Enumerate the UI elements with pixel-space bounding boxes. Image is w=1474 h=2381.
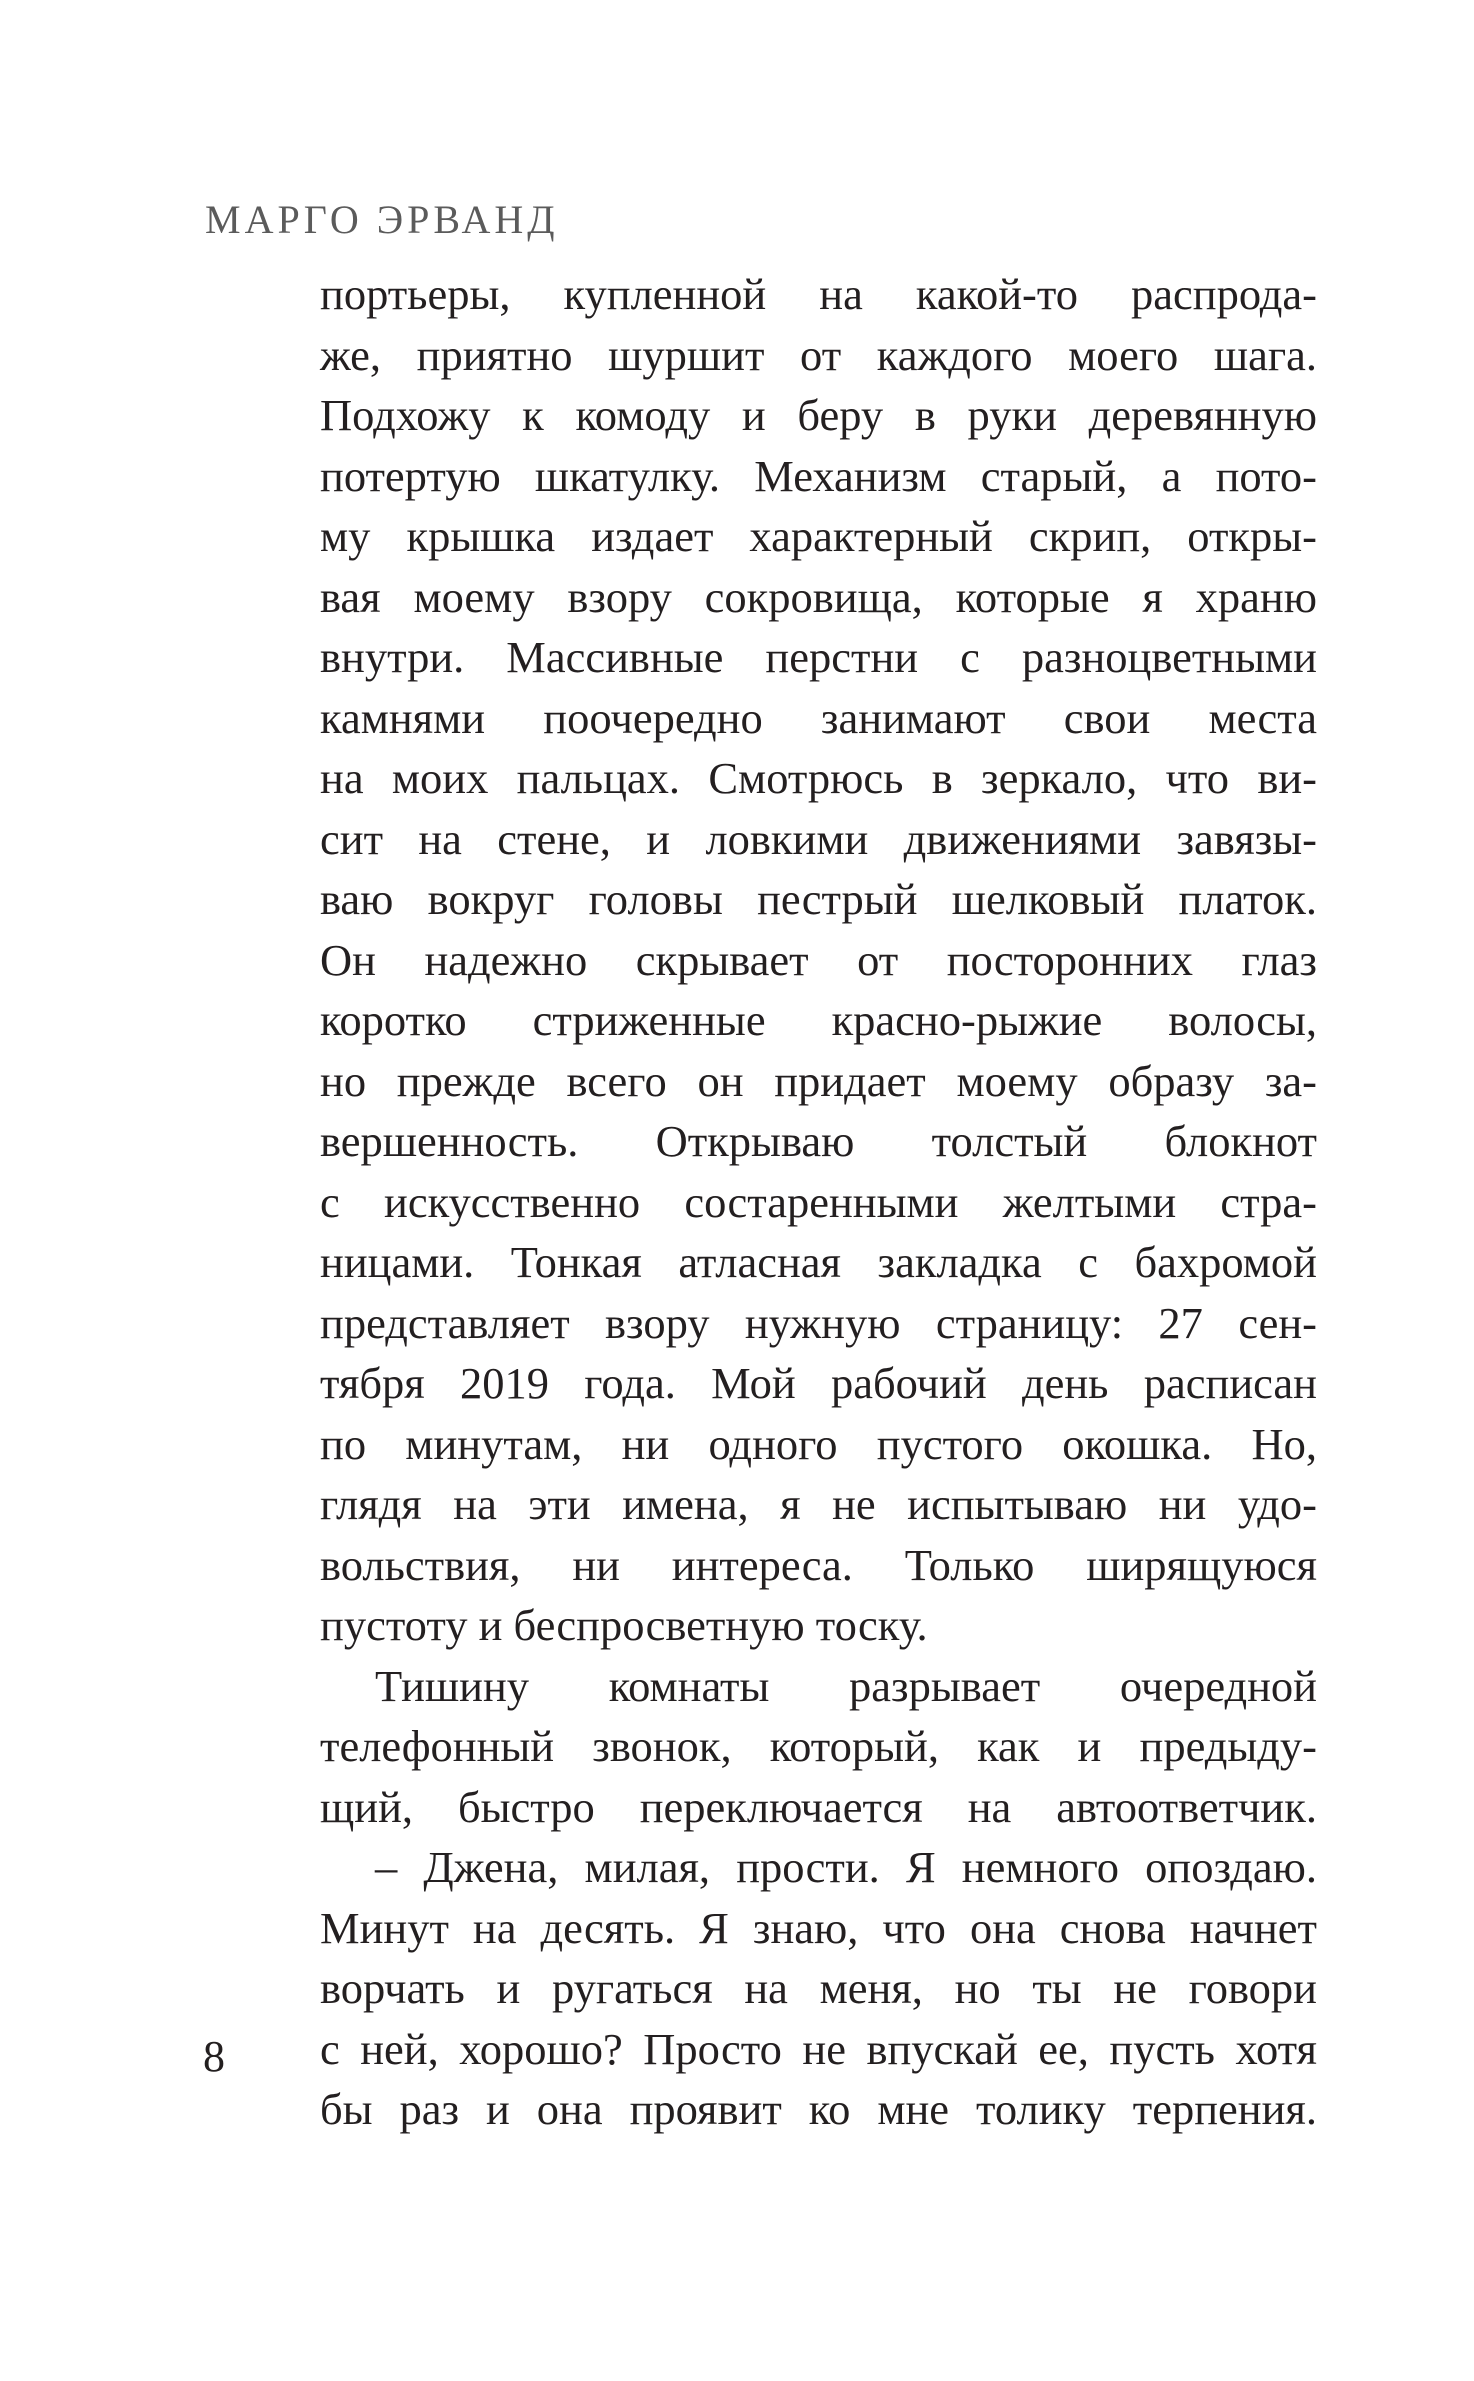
text-line: но прежде всего он придает моему образу за- xyxy=(320,1055,1317,1106)
text-line: глядя на эти имена, я не испытываю ни удо- xyxy=(320,1479,1317,1529)
text-line: вая моему взору сокровища, которые я храню xyxy=(320,571,1317,622)
text-line: на моих пальцах. Смотрюсь в зеркало, что ви- xyxy=(320,753,1317,803)
text-line: Минут на десять. Я знаю, что она снова начнет xyxy=(320,1902,1317,1953)
text-line: тября 2019 года. Мой рабочий день расписан xyxy=(320,1358,1317,1408)
running-head: МАРГО ЭРВАНД xyxy=(205,197,559,242)
text-line: Подхожу к комоду и беру в руки деревянную xyxy=(320,390,1317,440)
text-line: Тишину комнаты разрывает очередной xyxy=(375,1660,1317,1711)
text-line: представляет взору нужную страницу: 27 сен- xyxy=(320,1297,1317,1348)
text-line: телефонный звонок, который, как и предыду- xyxy=(320,1721,1317,1771)
paragraph-3 xyxy=(320,1837,1317,2140)
text-line: потертую шкатулку. Механизм старый, а пото- xyxy=(320,450,1317,501)
text-line: пустоту и беспросветную тоску. xyxy=(320,1600,928,1650)
paragraph-1 xyxy=(320,264,1317,1656)
text-line: – Джена, милая, прости. Я немного опоздаю. xyxy=(375,1842,1317,1892)
paragraph-2 xyxy=(320,1656,1317,1838)
text-line: сит на стене, и ловкими движениями завязы- xyxy=(320,813,1317,864)
text-line: внутри. Массивные перстни с разноцветными xyxy=(320,632,1317,682)
text-line: же, приятно шуршит от каждого моего шага. xyxy=(320,329,1317,380)
text-line: портьеры, купленной на какой-то распрода- xyxy=(320,269,1317,319)
text-line: камнями поочередно занимают свои места xyxy=(320,692,1317,743)
text-line: му крышка издает характерный скрип, откры- xyxy=(320,511,1317,561)
text-line: коротко стриженные красно-рыжие волосы, xyxy=(320,995,1317,1045)
text-line: вольствия, ни интереса. Только ширящуюся xyxy=(320,1539,1317,1590)
text-line: вершенность. Открываю толстый блокнот xyxy=(320,1116,1317,1166)
body-text xyxy=(320,264,1317,2140)
page-number: 8 xyxy=(203,2032,225,2081)
text-line: с искусственно состаренными желтыми стра- xyxy=(320,1176,1317,1227)
text-line: щий, быстро переключается на автоответчик. xyxy=(320,1781,1317,1832)
text-line: бы раз и она проявит ко мне толику терпения. xyxy=(320,2084,1317,2134)
text-line: ваю вокруг головы пестрый шелковый платок. xyxy=(320,874,1317,924)
text-line: ворчать и ругаться на меня, но ты не говори xyxy=(320,1963,1317,2013)
text-line: ницами. Тонкая атласная закладка с бахромой xyxy=(320,1237,1317,1287)
text-line: по минутам, ни одного пустого окошка. Но, xyxy=(320,1418,1317,1469)
text-line: с ней, хорошо? Просто не впускай ее, пусть хотя xyxy=(320,2023,1317,2074)
text-line: Он надежно скрывает от посторонних глаз xyxy=(320,934,1317,985)
